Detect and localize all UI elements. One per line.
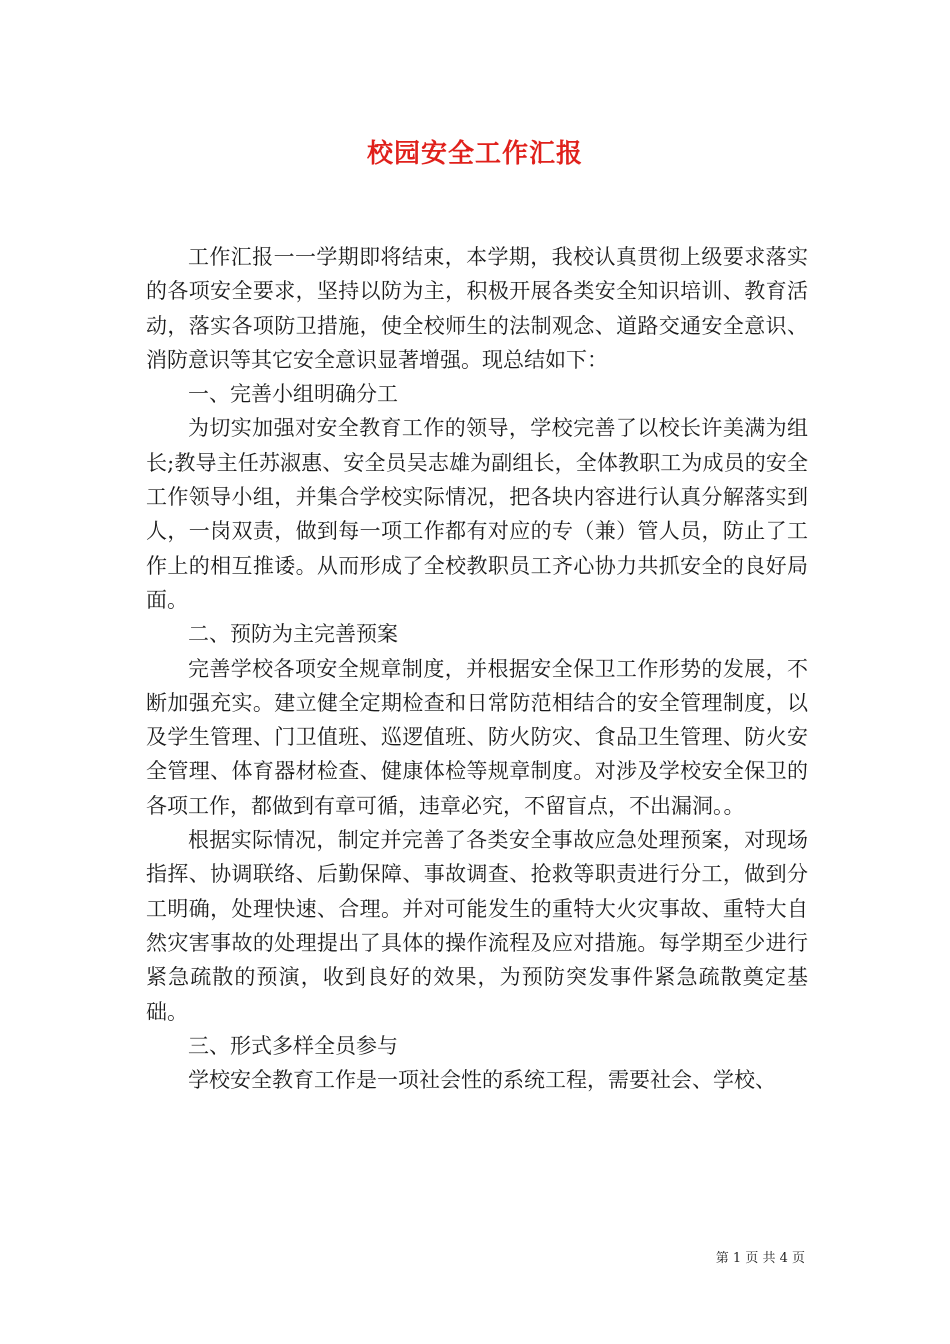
paragraph-section-2a: 完善学校各项安全规章制度，并根据安全保卫工作形势的发展，不断加强充实。建立健全定期检查和日常防范相结合的安全管理制度，以及学生管理、门卫值班、巡逻值班、防火防灾、食品卫生管理、防火安全管理、体育器材检查、健康体检等规章制度。对涉及学校安全保卫的各项工作，都做到有章可循，违章必究，不留盲点，不出漏洞。。 — [146, 656, 808, 818]
paragraph-section-1: 为切实加强对安全教育工作的领导，学校完善了以校长许美满为组长;教导主任苏淑惠、安全员吴志雄为副组长，全体教职工为成员的安全工作领导小组，并集合学校实际情况，把各块内容进行认真分解落实到人，一岗双责，做到每一项工作都有对应的专（兼）管人员，防止了工作上的相互推诿。从而形成了全校教职员工齐心协力共抓安全的良好局面。 — [146, 416, 808, 612]
section-heading-1: 一、完善小组明确分工 — [188, 382, 398, 407]
document-body — [146, 240, 808, 1097]
document-title: 校园安全工作汇报 — [366, 139, 583, 169]
paragraph-section-3: 学校安全教育工作是一项社会性的系统工程，需要社会、学校、 — [188, 1068, 776, 1093]
section-heading-3: 三、形式多样全员参与 — [188, 1033, 398, 1058]
section-heading-2: 二、预防为主完善预案 — [188, 622, 398, 647]
page-number: 第 1 页 共 4 页 — [715, 1251, 805, 1266]
paragraph-intro: 工作汇报一一学期即将结束，本学期，我校认真贯彻上级要求落实的各项安全要求，坚持以防为主，积极开展各类安全知识培训、教育活动，落实各项防卫措施，使全校师生的法制观念、道路交通安全意识、消防意识等其它安全意识显著增强。现总结如下： — [146, 245, 808, 372]
paragraph-section-2b: 根据实际情况，制定并完善了各类安全事故应急处理预案，对现场指挥、协调联络、后勤保障、事故调查、抢救等职责进行分工，做到分工明确，处理快速、合理。并对可能发生的重特大火灾事故、重特大自然灾害事故的处理提出了具体的操作流程及应对措施。每学期至少进行紧急疏散的预演，收到良好的效果，为预防突发事件紧急疏散奠定基础。 — [146, 828, 808, 1024]
